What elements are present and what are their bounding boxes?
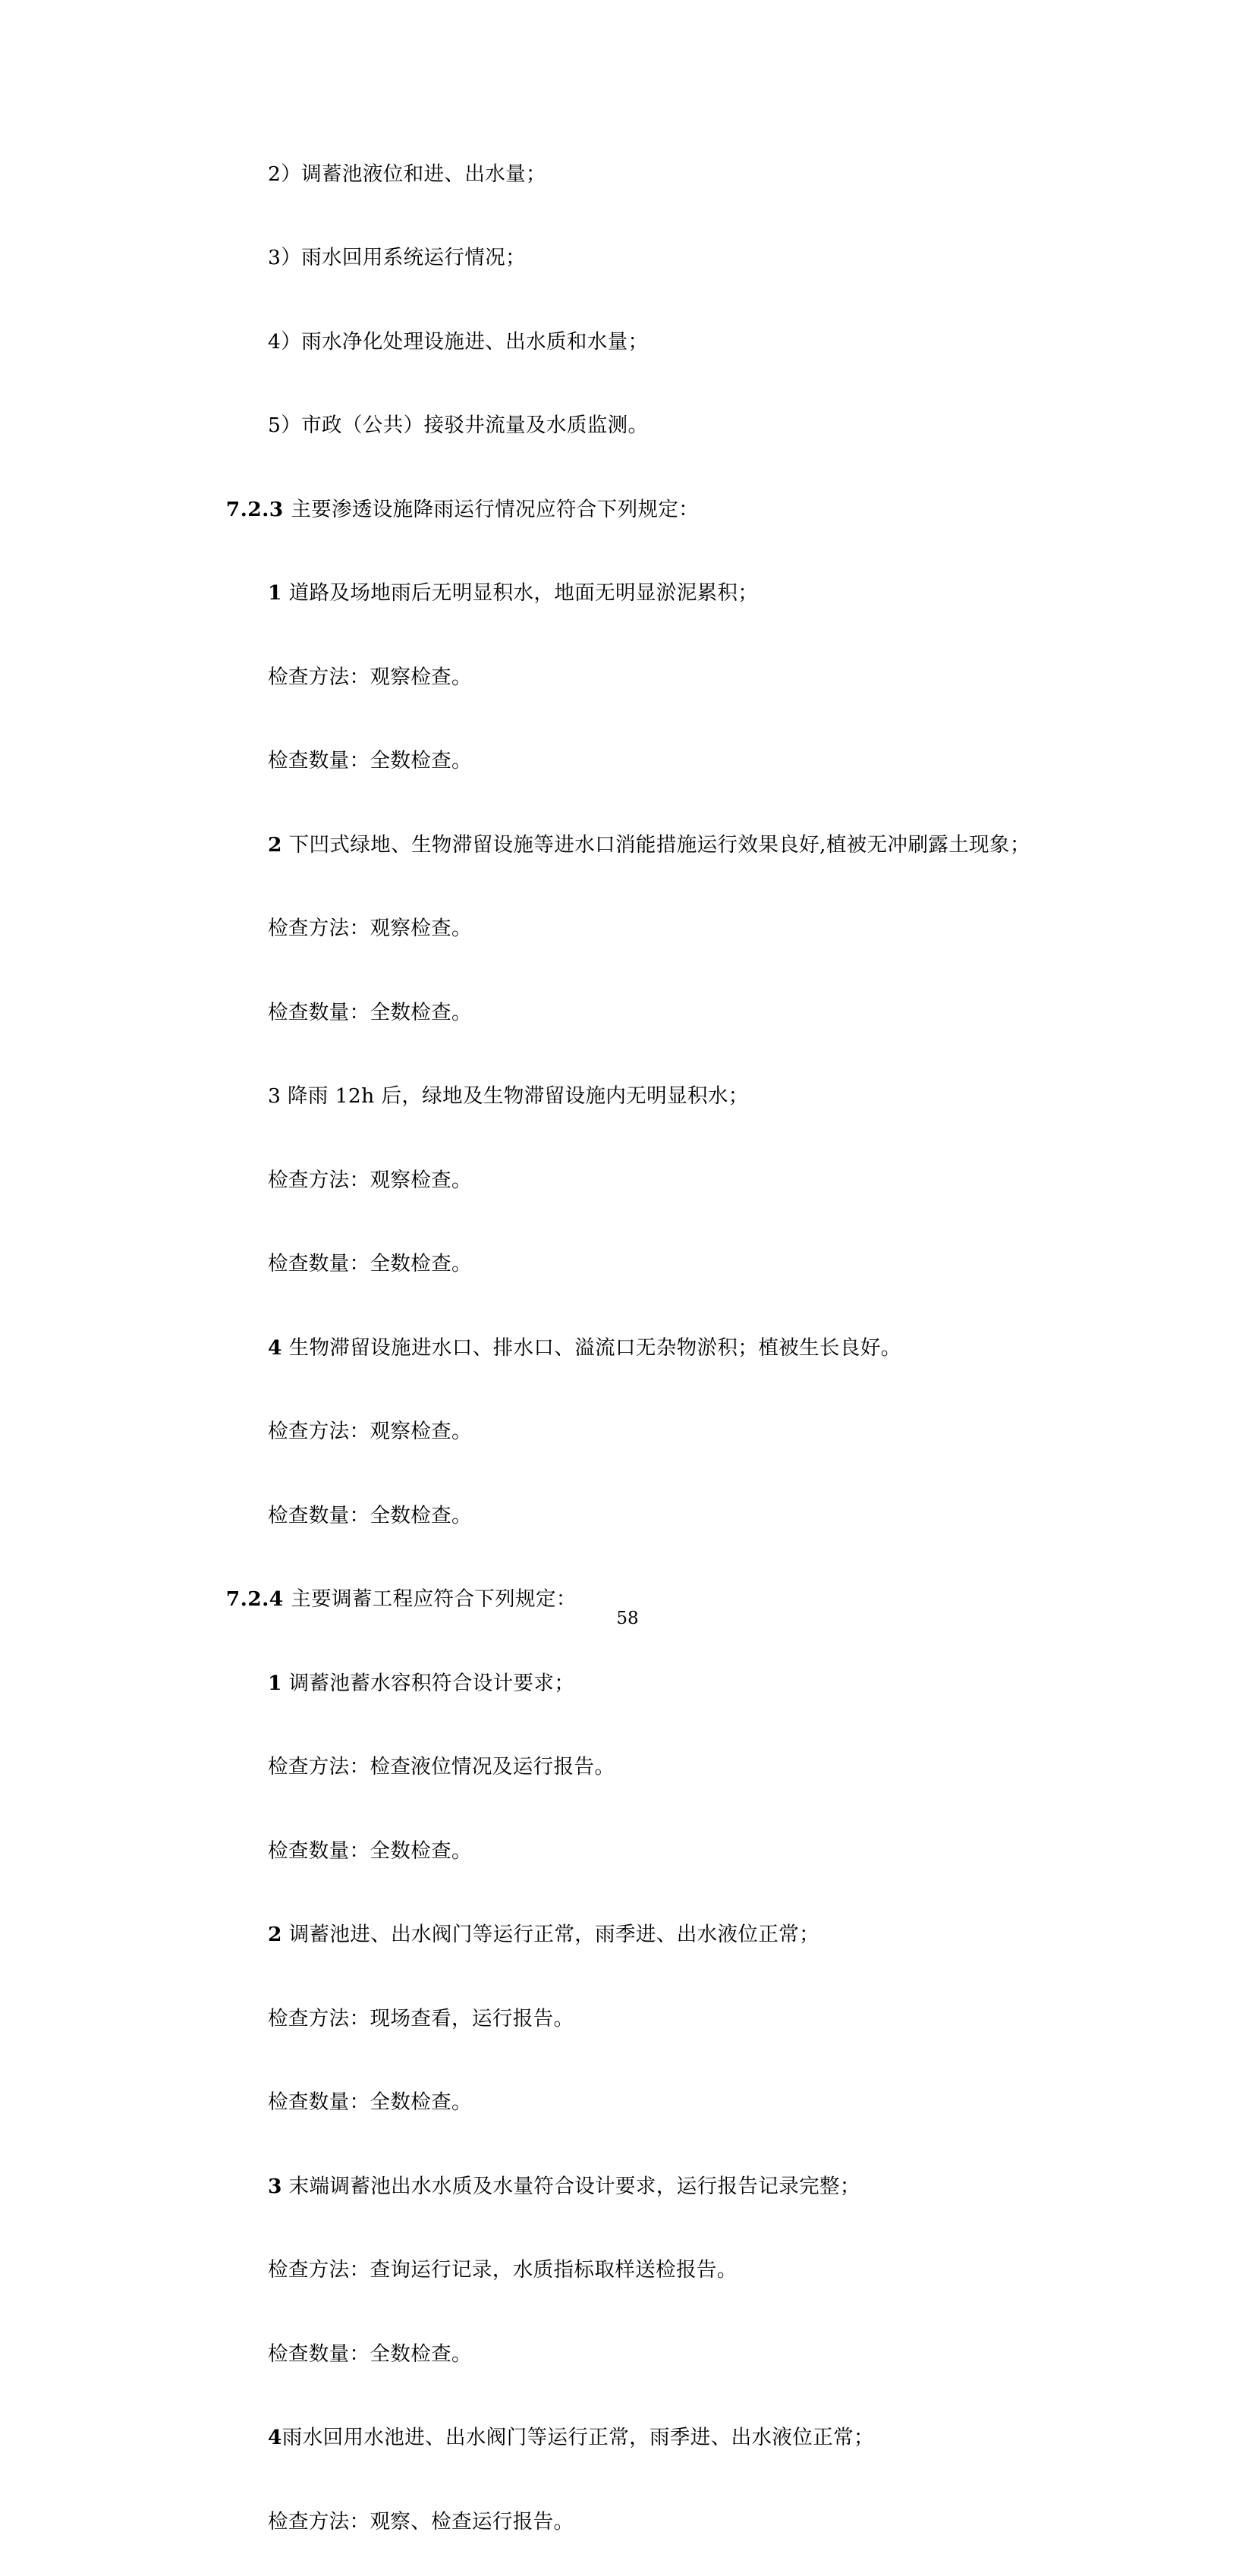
text-line (228, 2408, 1077, 2469)
line-text: 调蓄池蓄水容积符合设计要求； (288, 1671, 575, 1695)
line-text: 检查数量：全数检查。 (267, 1838, 472, 1863)
text-line (228, 1318, 1077, 1379)
line-text: 5）市政（公共）接驳井流量及水质监测。 (267, 414, 649, 437)
page-number: 58 (616, 1609, 639, 1628)
text-line (228, 312, 1077, 373)
text-line (228, 815, 1077, 876)
line-text: 检查数量：全数检查。 (267, 1252, 472, 1275)
line-text: 检查数量：全数检查。 (267, 2090, 472, 2114)
line-text: 检查数量：全数检查。 (267, 749, 472, 772)
line-text: 检查方法：查询运行记录，水质指标取样送检报告。 (267, 2258, 738, 2282)
line-text: 检查方法：观察、检查运行报告。 (267, 2509, 574, 2534)
line-number: 4 (267, 1335, 282, 1360)
text-line (228, 1653, 1077, 1714)
text-line (228, 228, 1077, 289)
line-number: 2 (267, 1923, 282, 1946)
text-line (228, 1905, 1077, 1966)
text-line (228, 647, 1077, 708)
text-line (228, 1402, 1077, 1463)
line-number: 1 (267, 581, 282, 605)
line-text: 4）雨水净化处理设施进、出水质和水量； (267, 329, 649, 354)
text-line (228, 2324, 1077, 2385)
clause-text: 主要调蓄工程应符合下列规定： (291, 1587, 577, 1611)
text-line (228, 899, 1077, 960)
line-text: 调蓄池进、出水阀门等运行正常，雨季进、出水液位正常； (288, 1923, 820, 1946)
line-text: 检查数量：全数检查。 (267, 1000, 472, 1024)
text-line (228, 731, 1077, 792)
text-line (228, 396, 1077, 457)
line-number: 1 (267, 1671, 282, 1695)
page-body (182, 144, 1077, 2576)
text-line (228, 564, 1077, 624)
line-text: 检查方法：现场查看，运行报告。 (267, 2006, 574, 2030)
text-line (228, 2492, 1077, 2552)
text-line (228, 1738, 1077, 1798)
line-text: 2）调蓄池液位和进、出水量； (267, 162, 546, 186)
line-text: 3 降雨 12h 后，绿地及生物滞留设施内无明显积水； (267, 1084, 749, 1108)
line-number: 3 (267, 2174, 282, 2198)
line-text: 检查方法：观察检查。 (267, 665, 472, 689)
line-text: 检查方法：检查液位情况及运行报告。 (267, 1755, 615, 1779)
text-line (228, 2073, 1077, 2134)
line-number: 2 (267, 832, 282, 857)
line-text: 生物滞留设施进水口、排水口、溢流口无杂物淤积；植被生长良好。 (288, 1335, 901, 1360)
text-line (228, 1989, 1077, 2049)
text-line (228, 2241, 1077, 2301)
text-line (228, 2156, 1077, 2217)
text-line (228, 1067, 1077, 1128)
line-text: 检查方法：观察检查。 (267, 1420, 472, 1443)
text-line (228, 1235, 1077, 1295)
line-text: 雨水回用水池进、出水阀门等运行正常，雨季进、出水液位正常； (282, 2426, 874, 2449)
line-text: 末端调蓄池出水水质及水量符合设计要求，运行报告记录完整； (288, 2174, 860, 2198)
clause-text: 主要渗透设施降雨运行情况应符合下列规定： (291, 497, 700, 521)
line-text: 检查方法：观察检查。 (267, 1168, 472, 1192)
clause-heading (182, 480, 1077, 540)
text-line (228, 144, 1077, 205)
clause-number: 7.2.4 (225, 1587, 284, 1611)
line-text: 检查数量：全数检查。 (267, 2342, 472, 2366)
line-text: 检查方法：观察检查。 (267, 917, 472, 940)
text-line (228, 1486, 1077, 1546)
line-text: 下凹式绿地、生物滞留设施等进水口消能措施运行效果良好,植被无冲刷露土现象； (288, 832, 1030, 857)
text-line (228, 1821, 1077, 1882)
line-text: 检查数量：全数检查。 (267, 1503, 472, 1527)
text-line (228, 983, 1077, 1043)
clause-number: 7.2.3 (225, 497, 284, 521)
text-line (228, 1150, 1077, 1211)
line-text: 道路及场地雨后无明显积水，地面无明显淤泥累积； (288, 581, 759, 605)
line-number: 4 (267, 2426, 282, 2449)
line-text: 3）雨水回用系统运行情况； (267, 246, 527, 269)
